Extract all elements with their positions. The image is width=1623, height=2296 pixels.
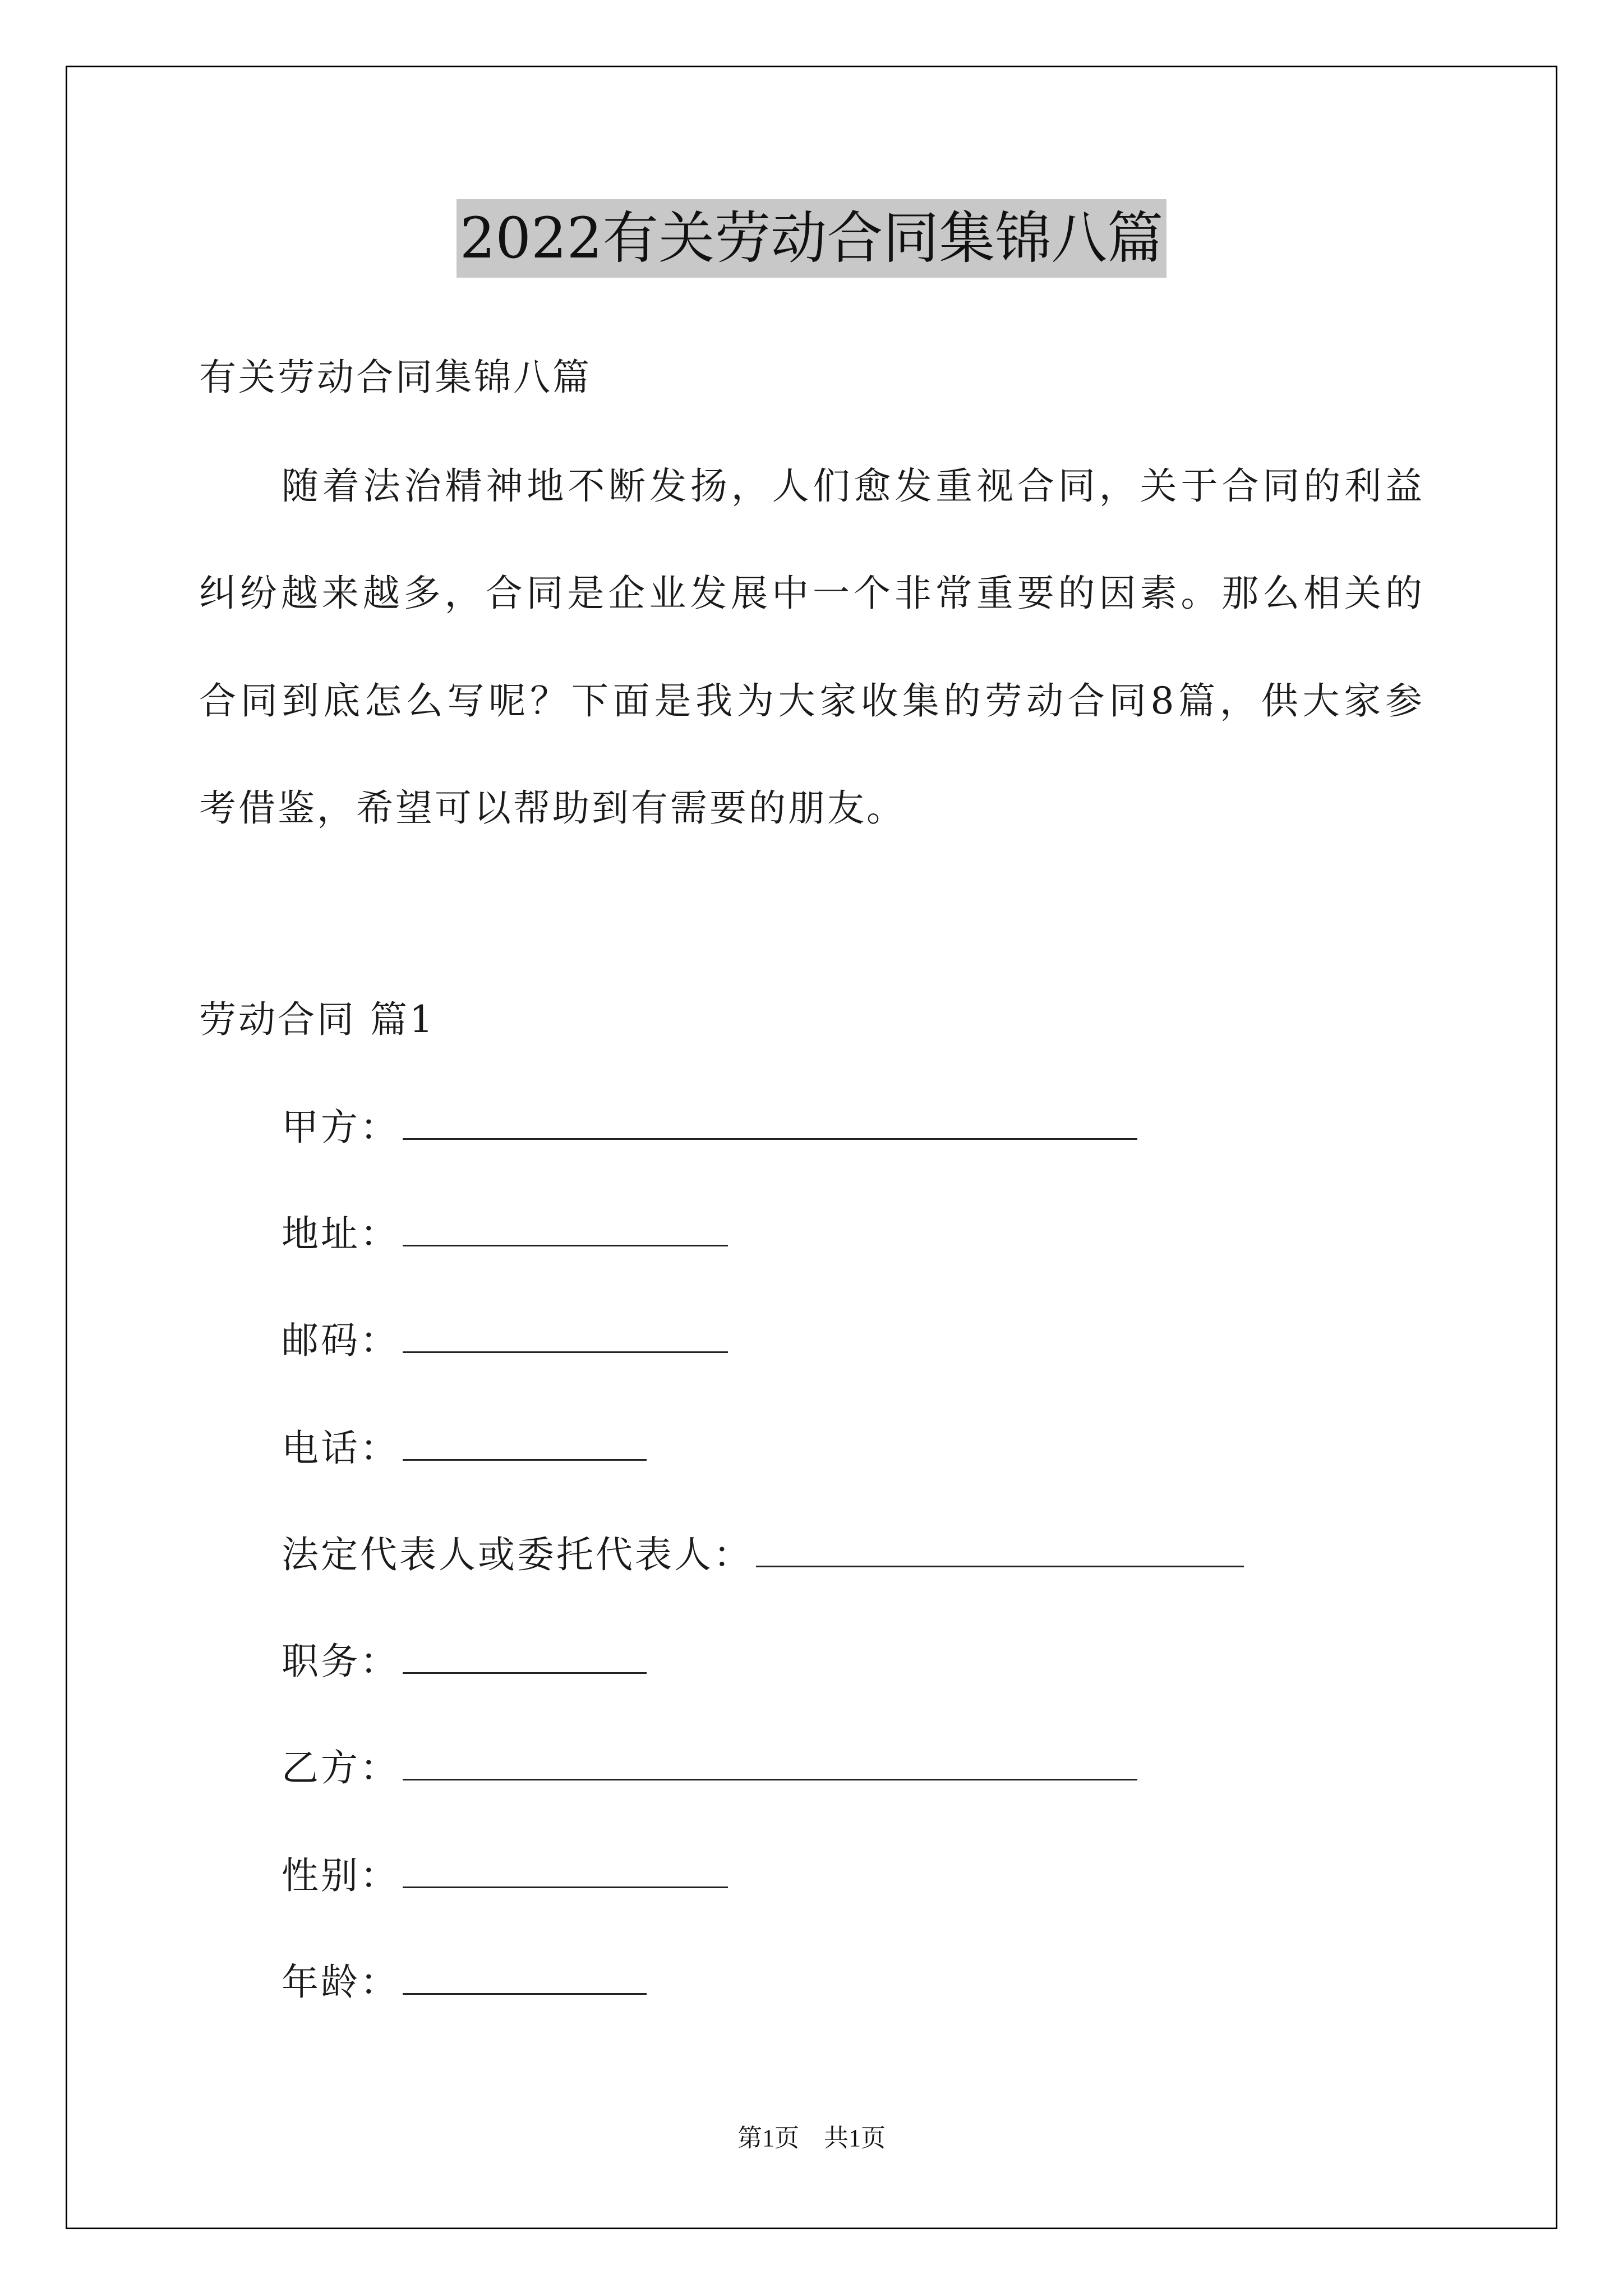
field-postcode xyxy=(282,1315,728,1366)
field-position xyxy=(282,1636,647,1687)
document-subtitle: 有关劳动合同集锦八篇 xyxy=(199,356,592,399)
party-b-blank[interactable] xyxy=(403,1746,1137,1780)
intro-line-2: 纠纷越来越多，合同是企业发展中一个非常重要的因素。那么相关的 xyxy=(199,572,1424,615)
intro-line-4: 考借鉴，希望可以帮助到有需要的朋友。 xyxy=(199,786,906,830)
postcode-blank[interactable] xyxy=(403,1319,728,1353)
field-party-a xyxy=(282,1102,1137,1153)
address-blank[interactable] xyxy=(403,1212,728,1246)
age-blank[interactable] xyxy=(403,1961,647,1995)
field-label: 性别： xyxy=(282,1854,399,1897)
phone-blank[interactable] xyxy=(403,1427,647,1461)
field-phone xyxy=(282,1423,647,1474)
legal-representative-blank[interactable] xyxy=(756,1533,1244,1567)
field-label: 地址： xyxy=(282,1212,399,1255)
field-label: 乙方： xyxy=(282,1746,399,1789)
field-age xyxy=(282,1957,647,2008)
position-blank[interactable] xyxy=(403,1640,647,1674)
section-heading: 劳动合同 篇1 xyxy=(199,998,435,1041)
page-footer: 第1页 共1页 xyxy=(737,2124,886,2152)
field-label: 法定代表人或委托代表人： xyxy=(282,1533,753,1576)
field-label: 邮码： xyxy=(282,1319,399,1362)
field-label: 年龄： xyxy=(282,1961,399,2004)
gender-blank[interactable] xyxy=(403,1854,728,1888)
title-wrap xyxy=(0,199,1623,278)
field-party-b xyxy=(282,1743,1137,1793)
intro-line-1: 随着法治精神地不断发扬，人们愈发重视合同，关于合同的利益 xyxy=(282,464,1424,508)
field-address xyxy=(282,1209,728,1259)
field-label: 职务： xyxy=(282,1640,399,1683)
field-label: 电话： xyxy=(282,1427,399,1470)
document-title: 2022有关劳动合同集锦八篇 xyxy=(457,199,1167,278)
field-label: 甲方： xyxy=(282,1106,399,1149)
party-a-blank[interactable] xyxy=(403,1106,1137,1140)
field-gender xyxy=(282,1851,728,1901)
field-legal-representative xyxy=(282,1530,1244,1580)
intro-line-3: 合同到底怎么写呢？下面是我为大家收集的劳动合同8篇，供大家参 xyxy=(199,679,1424,723)
